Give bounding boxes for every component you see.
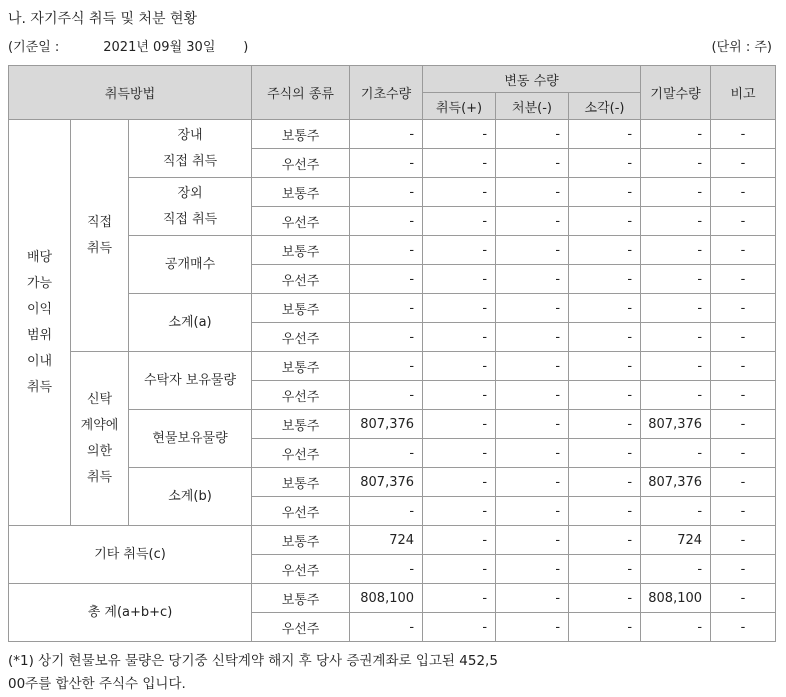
cell-stock-type: 보통주 bbox=[252, 468, 350, 497]
cell-stock-type: 우선주 bbox=[252, 207, 350, 236]
cell-acquire-qty: - bbox=[423, 352, 496, 381]
label-trustee-held: 수탁자 보유물량 bbox=[129, 352, 252, 410]
header-stock-type: 주식의 종류 bbox=[252, 66, 350, 120]
cell-acquire-qty: - bbox=[423, 207, 496, 236]
label-other: 기타 취득(c) bbox=[9, 526, 252, 584]
cell-acquire-qty: - bbox=[423, 526, 496, 555]
cell-begin-qty: - bbox=[350, 323, 423, 352]
cell-dispose-qty: - bbox=[496, 526, 569, 555]
cell-remark: - bbox=[711, 613, 776, 642]
cell-acquire-qty: - bbox=[423, 178, 496, 207]
cell-remark: - bbox=[711, 265, 776, 294]
cell-remark: - bbox=[711, 410, 776, 439]
label-physical-held: 현물보유물량 bbox=[129, 410, 252, 468]
cell-cancel-qty: - bbox=[569, 265, 641, 294]
cell-begin-qty: - bbox=[350, 236, 423, 265]
cell-cancel-qty: - bbox=[569, 207, 641, 236]
cell-cancel-qty: - bbox=[569, 526, 641, 555]
cell-cancel-qty: - bbox=[569, 120, 641, 149]
cell-dispose-qty: - bbox=[496, 323, 569, 352]
basis-date-line bbox=[8, 36, 248, 55]
cell-remark: - bbox=[711, 149, 776, 178]
table-row bbox=[9, 352, 776, 381]
cell-stock-type: 보통주 bbox=[252, 236, 350, 265]
cell-dispose-qty: - bbox=[496, 265, 569, 294]
header-cancel: 소각(-) bbox=[569, 93, 641, 120]
label-subtotal-a: 소계(a) bbox=[129, 294, 252, 352]
cell-begin-qty: - bbox=[350, 352, 423, 381]
cell-end-qty: 807,376 bbox=[641, 468, 711, 497]
cell-remark: - bbox=[711, 236, 776, 265]
cell-dispose-qty: - bbox=[496, 410, 569, 439]
label-onmarket: 장내 직접 취득 bbox=[129, 120, 252, 178]
label-dividend: 배당 가능 이익 범위 이내 취득 bbox=[9, 120, 71, 526]
cell-end-qty: - bbox=[641, 265, 711, 294]
cell-acquire-qty: - bbox=[423, 497, 496, 526]
cell-acquire-qty: - bbox=[423, 439, 496, 468]
cell-cancel-qty: - bbox=[569, 584, 641, 613]
treasury-stock-table bbox=[8, 65, 776, 642]
cell-remark: - bbox=[711, 323, 776, 352]
cell-remark: - bbox=[711, 381, 776, 410]
cell-cancel-qty: - bbox=[569, 381, 641, 410]
section-title: 나. 자기주식 취득 및 처분 현황 bbox=[8, 11, 197, 27]
cell-dispose-qty: - bbox=[496, 294, 569, 323]
cell-remark: - bbox=[711, 178, 776, 207]
cell-stock-type: 보통주 bbox=[252, 352, 350, 381]
cell-stock-type: 우선주 bbox=[252, 323, 350, 352]
cell-remark: - bbox=[711, 120, 776, 149]
unit-label: (단위 : 주) bbox=[711, 40, 772, 55]
cell-remark: - bbox=[711, 468, 776, 497]
cell-end-qty: - bbox=[641, 120, 711, 149]
header-dispose: 처분(-) bbox=[496, 93, 569, 120]
cell-end-qty: 808,100 bbox=[641, 584, 711, 613]
label-tender: 공개매수 bbox=[129, 236, 252, 294]
cell-stock-type: 우선주 bbox=[252, 613, 350, 642]
label-offmarket: 장외 직접 취득 bbox=[129, 178, 252, 236]
cell-cancel-qty: - bbox=[569, 178, 641, 207]
cell-begin-qty: - bbox=[350, 265, 423, 294]
cell-dispose-qty: - bbox=[496, 207, 569, 236]
cell-acquire-qty: - bbox=[423, 584, 496, 613]
cell-stock-type: 보통주 bbox=[252, 294, 350, 323]
cell-stock-type: 우선주 bbox=[252, 149, 350, 178]
cell-dispose-qty: - bbox=[496, 149, 569, 178]
cell-remark: - bbox=[711, 555, 776, 584]
cell-begin-qty: - bbox=[350, 120, 423, 149]
cell-remark: - bbox=[711, 294, 776, 323]
cell-stock-type: 보통주 bbox=[252, 526, 350, 555]
cell-end-qty: - bbox=[641, 323, 711, 352]
cell-dispose-qty: - bbox=[496, 236, 569, 265]
cell-acquire-qty: - bbox=[423, 323, 496, 352]
cell-dispose-qty: - bbox=[496, 439, 569, 468]
cell-acquire-qty: - bbox=[423, 468, 496, 497]
cell-remark: - bbox=[711, 207, 776, 236]
cell-end-qty: - bbox=[641, 439, 711, 468]
cell-begin-qty: 808,100 bbox=[350, 584, 423, 613]
cell-stock-type: 보통주 bbox=[252, 120, 350, 149]
cell-begin-qty: 807,376 bbox=[350, 468, 423, 497]
label-trust: 신탁 계약에 의한 취득 bbox=[71, 352, 129, 526]
cell-cancel-qty: - bbox=[569, 323, 641, 352]
table-row bbox=[9, 526, 776, 555]
cell-begin-qty: - bbox=[350, 178, 423, 207]
cell-end-qty: - bbox=[641, 149, 711, 178]
cell-begin-qty: - bbox=[350, 294, 423, 323]
cell-acquire-qty: - bbox=[423, 613, 496, 642]
cell-end-qty: - bbox=[641, 207, 711, 236]
cell-cancel-qty: - bbox=[569, 294, 641, 323]
table-row bbox=[9, 120, 776, 149]
cell-begin-qty: - bbox=[350, 613, 423, 642]
cell-dispose-qty: - bbox=[496, 584, 569, 613]
cell-dispose-qty: - bbox=[496, 120, 569, 149]
cell-dispose-qty: - bbox=[496, 468, 569, 497]
cell-end-qty: 807,376 bbox=[641, 410, 711, 439]
cell-remark: - bbox=[711, 439, 776, 468]
cell-stock-type: 우선주 bbox=[252, 439, 350, 468]
cell-end-qty: - bbox=[641, 613, 711, 642]
cell-dispose-qty: - bbox=[496, 381, 569, 410]
basis-open: (기준일 : bbox=[8, 40, 60, 55]
cell-stock-type: 우선주 bbox=[252, 265, 350, 294]
cell-begin-qty: - bbox=[350, 381, 423, 410]
cell-end-qty: - bbox=[641, 352, 711, 381]
label-total: 총 계(a+b+c) bbox=[9, 584, 252, 642]
cell-stock-type: 보통주 bbox=[252, 584, 350, 613]
cell-acquire-qty: - bbox=[423, 381, 496, 410]
label-direct: 직접 취득 bbox=[71, 120, 129, 352]
table-row bbox=[9, 584, 776, 613]
cell-end-qty: 724 bbox=[641, 526, 711, 555]
header-acquire: 취득(+) bbox=[423, 93, 496, 120]
cell-dispose-qty: - bbox=[496, 555, 569, 584]
cell-acquire-qty: - bbox=[423, 294, 496, 323]
header-end-qty: 기말수량 bbox=[641, 66, 711, 120]
cell-cancel-qty: - bbox=[569, 555, 641, 584]
header-remark: 비고 bbox=[711, 66, 776, 120]
cell-cancel-qty: - bbox=[569, 468, 641, 497]
cell-cancel-qty: - bbox=[569, 410, 641, 439]
cell-end-qty: - bbox=[641, 555, 711, 584]
cell-acquire-qty: - bbox=[423, 555, 496, 584]
cell-acquire-qty: - bbox=[423, 120, 496, 149]
cell-begin-qty: 724 bbox=[350, 526, 423, 555]
cell-end-qty: - bbox=[641, 294, 711, 323]
cell-cancel-qty: - bbox=[569, 149, 641, 178]
cell-cancel-qty: - bbox=[569, 236, 641, 265]
cell-begin-qty: - bbox=[350, 497, 423, 526]
cell-dispose-qty: - bbox=[496, 613, 569, 642]
footnote: (*1) 상기 현물보유 물량은 당기중 신탁계약 해지 후 당사 증권계좌로 입고된 452,5 00주를 합산한 주식수 입니다. bbox=[8, 653, 498, 692]
cell-stock-type: 보통주 bbox=[252, 410, 350, 439]
cell-dispose-qty: - bbox=[496, 178, 569, 207]
cell-begin-qty: - bbox=[350, 439, 423, 468]
cell-end-qty: - bbox=[641, 497, 711, 526]
cell-remark: - bbox=[711, 352, 776, 381]
cell-remark: - bbox=[711, 584, 776, 613]
cell-cancel-qty: - bbox=[569, 439, 641, 468]
cell-acquire-qty: - bbox=[423, 265, 496, 294]
cell-acquire-qty: - bbox=[423, 236, 496, 265]
cell-cancel-qty: - bbox=[569, 613, 641, 642]
cell-remark: - bbox=[711, 497, 776, 526]
cell-end-qty: - bbox=[641, 178, 711, 207]
cell-cancel-qty: - bbox=[569, 497, 641, 526]
cell-remark: - bbox=[711, 526, 776, 555]
header-change-qty: 변동 수량 bbox=[423, 66, 641, 93]
label-subtotal-b: 소계(b) bbox=[129, 468, 252, 526]
basis-close: ) bbox=[243, 40, 249, 55]
header-method: 취득방법 bbox=[9, 66, 252, 120]
header-begin-qty: 기초수량 bbox=[350, 66, 423, 120]
cell-stock-type: 우선주 bbox=[252, 497, 350, 526]
cell-cancel-qty: - bbox=[569, 352, 641, 381]
basis-date: 2021년 09월 30일 bbox=[103, 40, 216, 55]
cell-dispose-qty: - bbox=[496, 497, 569, 526]
cell-stock-type: 우선주 bbox=[252, 381, 350, 410]
cell-begin-qty: - bbox=[350, 207, 423, 236]
cell-acquire-qty: - bbox=[423, 149, 496, 178]
cell-stock-type: 우선주 bbox=[252, 555, 350, 584]
cell-end-qty: - bbox=[641, 381, 711, 410]
cell-begin-qty: 807,376 bbox=[350, 410, 423, 439]
cell-begin-qty: - bbox=[350, 555, 423, 584]
cell-end-qty: - bbox=[641, 236, 711, 265]
cell-begin-qty: - bbox=[350, 149, 423, 178]
cell-acquire-qty: - bbox=[423, 410, 496, 439]
cell-stock-type: 보통주 bbox=[252, 178, 350, 207]
cell-dispose-qty: - bbox=[496, 352, 569, 381]
